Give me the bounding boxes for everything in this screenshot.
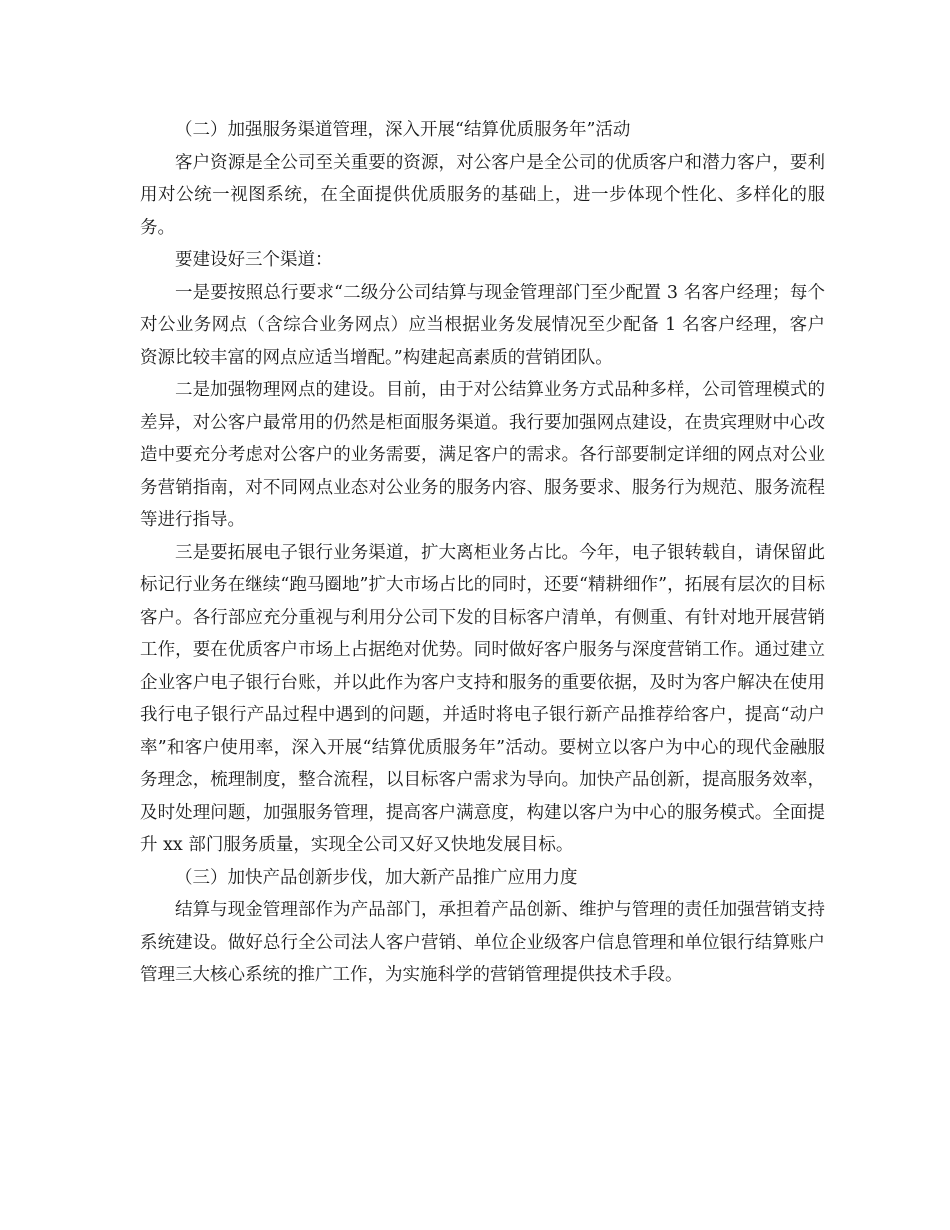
section-heading-2: （二）加强服务渠道管理，深入开展“结算优质服务年”活动 <box>175 120 631 140</box>
paragraph-three-channels-intro: 要建设好三个渠道： <box>175 250 333 270</box>
section-heading-3: （三）加快产品创新步伐，加大新产品推广应用力度 <box>175 867 578 888</box>
paragraph-customer-resources: 客户资源是全公司至关重要的资源，对公客户是全公司的优质客户和潜力客户，要利用对公统一视图系统，在全面提供优质服务的基础上，进一步体现个性化、多样化的服务。 <box>140 152 825 238</box>
paragraph-channel-two: 二是加强物理网点的建设。目前，由于对公结算业务方式品种多样，公司管理模式的差异，对公客户最常用的仍然是柜面服务渠道。我行要加强网点建设，在贵宾理财中心改造中要充分考虑对公客户的业务需要，满足客户的需求。各行部要制定详细的网点对公业务营销指南，对不同网点业态对公业务的服务内容、服务要求、服务行为规范、服务流程等进行指导。 <box>140 380 825 530</box>
paragraph-channel-three: 三是要拓展电子银行业务渠道，扩大离柜业务占比。今年，电子银转载自，请保留此标记行业务在继续“跑马圈地”扩大市场占比的同时，还要“精耕细作”，拓展有层次的目标客户。各行部应充分重视与利用分公司下发的目标客户清单，有侧重、有针对地开展营销工作，要在优质客户市场上占据绝对优势。同时做好客户服务与深度营销工作。通过建立企业客户电子银行台账，并以此作为客户支持和服务的重要依据，及时为客户解决在使用我行电子银行产品过程中遇到的问题，并适时将电子银行新产品推荐给客户，提高“动户率”和客户使用率，深入开展“结算优质服务年”活动。要树立以客户为中心的现代金融服务理念，梳理制度，整合流程，以目标客户需求为导向。加快产品创新，提高服务效率，及时处理问题，加强服务管理，提高客户满意度，构建以客户为中心的服务模式。全面提升 xx 部门服务质量，实现全公司又好又快地发展目标。 <box>140 542 825 855</box>
paragraph-product-innovation: 结算与现金管理部作为产品部门，承担着产品创新、维护与管理的责任加强营销支持系统建设。做好总行全公司法人客户营销、单位企业级客户信息管理和单位银行结算账户管理三大核心系统的推广工作，为实施科学的营销管理提供技术手段。 <box>140 900 825 985</box>
paragraph-channel-one: 一是要按照总行要求“二级分公司结算与现金管理部门至少配置 3 名客户经理；每个对公业务网点（含综合业务网点）应当根据业务发展情况至少配备 1 名客户经理，客户资源比较丰富的网点应适当增配。”构建起高素质的营销团队。 <box>140 282 825 368</box>
document-body <box>140 114 825 992</box>
